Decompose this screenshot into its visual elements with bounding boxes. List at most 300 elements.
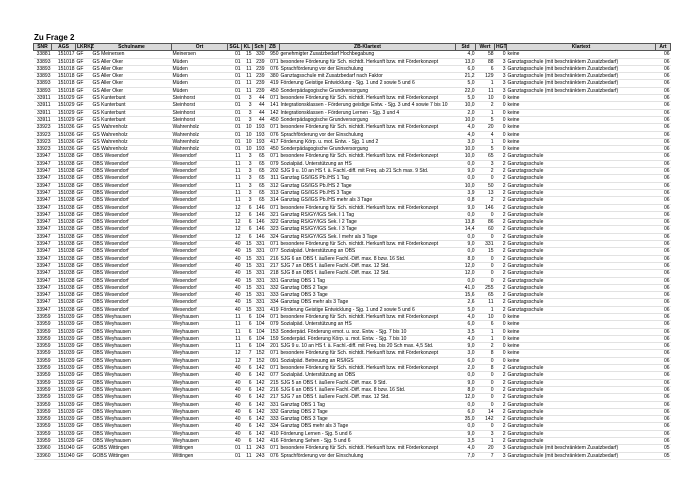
cell-schulname: OBS Wesendorf — [92, 168, 172, 175]
cell-art: 06 — [656, 87, 671, 94]
column-header-snr: SNR — [34, 44, 52, 51]
cell-sgl: 12 — [228, 211, 242, 218]
cell-kl: 6 — [242, 372, 253, 379]
cell-std: 5,0 — [456, 80, 476, 87]
cell-schulname: GS Aller Oker — [92, 65, 172, 72]
cell-std: 0,0 — [456, 277, 476, 284]
table-row — [34, 211, 671, 218]
cell-zb-klartext: Ganztag OBS mehr als 3 Tage — [280, 423, 456, 430]
cell-zb: 076 — [266, 65, 280, 72]
cell-std: 0,8 — [456, 197, 476, 204]
cell-zb-klartext: Förderung Körp. u. mot. Entw. - Sjg. 1 und 2 — [280, 138, 456, 145]
cell-sgl: 11 — [228, 168, 242, 175]
cell-std: 3,0 — [456, 138, 476, 145]
cell-sgl: 40 — [228, 438, 242, 445]
cell-wert: 7 — [476, 452, 495, 459]
cell-snr: 33959 — [34, 335, 52, 342]
cell-ort: Wesendorf — [172, 175, 228, 182]
cell-hgt: 2 — [495, 160, 507, 167]
cell-sch: 239 — [253, 65, 266, 72]
cell-sgl: 40 — [228, 423, 242, 430]
cell-ags: 151029 — [52, 102, 76, 109]
cell-wert: 1 — [476, 335, 495, 342]
cell-hgt: 2 — [495, 401, 507, 408]
cell-klartext: Ganztagsschule — [507, 423, 656, 430]
cell-klartext: keine — [507, 357, 656, 364]
cell-kl: 3 — [242, 109, 253, 116]
cell-sgl: 40 — [228, 394, 242, 401]
cell-zb-klartext: besondere Förderung für Sch. nichtdt. Herkunft bzw. mit Förderkonzept — [280, 241, 456, 248]
cell-snr: 33893 — [34, 65, 52, 72]
cell-sch: 239 — [253, 58, 266, 65]
cell-hgt: 0 — [495, 335, 507, 342]
cell-hgt: 0 — [495, 350, 507, 357]
cell-lkrkz: GF — [76, 284, 92, 291]
cell-ags: 151039 — [52, 394, 76, 401]
cell-schulname: OBS Wesendorf — [92, 197, 172, 204]
cell-snr: 33947 — [34, 182, 52, 189]
cell-kl: 6 — [242, 416, 253, 423]
cell-wert: 0 — [476, 379, 495, 386]
cell-art: 06 — [656, 204, 671, 211]
cell-lkrkz: GF — [76, 321, 92, 328]
cell-std: 2,0 — [456, 365, 476, 372]
cell-schulname: OBS Weyhausen — [92, 386, 172, 393]
cell-kl: 3 — [242, 182, 253, 189]
table-row — [34, 372, 671, 379]
cell-snr: 33947 — [34, 160, 52, 167]
cell-ags: 151039 — [52, 408, 76, 415]
cell-wert: 10 — [476, 313, 495, 320]
cell-std: 7,0 — [456, 452, 476, 459]
cell-ags: 151039 — [52, 438, 76, 445]
cell-lkrkz: GF — [76, 80, 92, 87]
cell-hgt: 3 — [495, 445, 507, 452]
cell-ags: 151039 — [52, 328, 76, 335]
cell-std: 10,0 — [456, 182, 476, 189]
cell-ags: 151038 — [52, 248, 76, 255]
cell-zb: 141 — [266, 102, 280, 109]
cell-schulname: OBS Weyhausen — [92, 343, 172, 350]
cell-art: 06 — [656, 102, 671, 109]
cell-schulname: OBS Wesendorf — [92, 204, 172, 211]
cell-ort: Wesendorf — [172, 299, 228, 306]
cell-klartext: keine — [507, 95, 656, 102]
cell-wert: 5 — [476, 116, 495, 123]
cell-klartext: Ganztagsschule — [507, 365, 656, 372]
cell-ort: Weyhausen — [172, 394, 228, 401]
cell-std: 6,0 — [456, 408, 476, 415]
cell-art: 06 — [656, 357, 671, 364]
cell-lkrkz: GF — [76, 153, 92, 160]
cell-sgl: 01 — [228, 146, 242, 153]
cell-lkrkz: GF — [76, 401, 92, 408]
cell-sgl: 40 — [228, 430, 242, 437]
column-header-ags: AGS — [52, 44, 76, 51]
cell-hgt: 0 — [495, 109, 507, 116]
cell-schulname: GS Meinersen — [92, 51, 172, 58]
cell-klartext: Ganztagsschule (mit beschränktem Zusatzbedarf) — [507, 445, 656, 452]
cell-sch: 239 — [253, 73, 266, 80]
cell-klartext: Ganztagsschule — [507, 386, 656, 393]
cell-wert: 15 — [476, 248, 495, 255]
cell-wert: 1 — [476, 138, 495, 145]
cell-art: 06 — [656, 292, 671, 299]
cell-klartext: Ganztagsschule — [507, 189, 656, 196]
cell-zb: 071 — [266, 241, 280, 248]
cell-zb-klartext: Förderung Lernen - Sjg. 5 und 6 — [280, 430, 456, 437]
cell-ort: Weyhausen — [172, 328, 228, 335]
cell-ags: 151039 — [52, 365, 76, 372]
cell-art: 06 — [656, 423, 671, 430]
cell-hgt: 3 — [495, 80, 507, 87]
cell-kl: 6 — [242, 365, 253, 372]
cell-zb-klartext: Integrationsklassen - Förderung Lernen - Sjg. 3 und 4 — [280, 109, 456, 116]
cell-std: 0,0 — [456, 248, 476, 255]
cell-schulname: OBS Wesendorf — [92, 270, 172, 277]
cell-ags: 151038 — [52, 299, 76, 306]
cell-hgt: 2 — [495, 379, 507, 386]
cell-sgl: 40 — [228, 401, 242, 408]
column-header-schulname: Schulname — [92, 44, 172, 51]
cell-snr: 33959 — [34, 379, 52, 386]
cell-schulname: OBS Weyhausen — [92, 416, 172, 423]
cell-lkrkz: GF — [76, 95, 92, 102]
table-row — [34, 350, 671, 357]
cell-zb: 416 — [266, 438, 280, 445]
cell-ort: Wesendorf — [172, 160, 228, 167]
cell-schulname: GOBS Wittingen — [92, 452, 172, 459]
cell-zb: 314 — [266, 197, 280, 204]
cell-ort: Weyhausen — [172, 430, 228, 437]
cell-zb: 313 — [266, 189, 280, 196]
cell-ort: Wittingen — [172, 452, 228, 459]
cell-lkrkz: GF — [76, 270, 92, 277]
cell-schulname: OBS Wesendorf — [92, 219, 172, 226]
cell-lkrkz: GF — [76, 168, 92, 175]
cell-klartext: Ganztagsschule — [507, 204, 656, 211]
cell-wert: 3 — [476, 430, 495, 437]
cell-ags: 151038 — [52, 306, 76, 313]
cell-hgt: 2 — [495, 248, 507, 255]
cell-std: 5,0 — [456, 306, 476, 313]
cell-lkrkz: GF — [76, 335, 92, 342]
table-row — [34, 65, 671, 72]
cell-wert: 6 — [476, 321, 495, 328]
cell-wert: 0 — [476, 357, 495, 364]
cell-wert: 6 — [476, 65, 495, 72]
cell-wert: 0 — [476, 233, 495, 240]
cell-wert: 20 — [476, 124, 495, 131]
cell-art: 06 — [656, 262, 671, 269]
table-row — [34, 116, 671, 123]
cell-snr: 33893 — [34, 73, 52, 80]
cell-lkrkz: GF — [76, 430, 92, 437]
cell-klartext: Ganztagsschule — [507, 197, 656, 204]
cell-kl: 15 — [242, 51, 253, 58]
cell-hgt: 0 — [495, 343, 507, 350]
cell-zb-klartext: Förderung Sehen - Sjg. 5 und 6 — [280, 438, 456, 445]
cell-art: 06 — [656, 270, 671, 277]
cell-kl: 15 — [242, 248, 253, 255]
cell-zb-klartext: Sozialpäd. Unterstützung an HS — [280, 160, 456, 167]
cell-snr: 33947 — [34, 189, 52, 196]
cell-wert: 255 — [476, 284, 495, 291]
cell-zb-klartext: besondere Förderung für Sch. nichtdt. Herkunft bzw. mit Förderkonzept — [280, 124, 456, 131]
cell-std: 2,6 — [456, 299, 476, 306]
cell-sgl: 11 — [228, 313, 242, 320]
cell-snr: 33959 — [34, 328, 52, 335]
cell-sch: 193 — [253, 146, 266, 153]
cell-std: 3,0 — [456, 350, 476, 357]
cell-sch: 104 — [253, 328, 266, 335]
cell-sch: 146 — [253, 233, 266, 240]
cell-ags: 151017 — [52, 51, 76, 58]
cell-kl: 3 — [242, 102, 253, 109]
cell-zb-klartext: besondere Förderung für Sch. nichtdt. Herkunft bzw. mit Förderkonzept — [280, 153, 456, 160]
cell-snr: 33947 — [34, 270, 52, 277]
cell-std: 13,8 — [456, 219, 476, 226]
cell-snr: 33911 — [34, 102, 52, 109]
column-header-zb: ZB — [266, 44, 280, 51]
table-row — [34, 87, 671, 94]
cell-lkrkz: GF — [76, 51, 92, 58]
cell-hgt: 2 — [495, 394, 507, 401]
cell-std: 0,0 — [456, 175, 476, 182]
cell-ort: Weyhausen — [172, 365, 228, 372]
cell-ort: Weyhausen — [172, 335, 228, 342]
cell-zb-klartext: Sonderpädagogische Grundversorgung — [280, 146, 456, 153]
cell-art: 06 — [656, 248, 671, 255]
cell-sch: 104 — [253, 335, 266, 342]
cell-kl: 6 — [242, 379, 253, 386]
cell-hgt: 2 — [495, 182, 507, 189]
cell-lkrkz: GF — [76, 299, 92, 306]
cell-kl: 6 — [242, 343, 253, 350]
cell-kl: 11 — [242, 58, 253, 65]
cell-snr: 33959 — [34, 350, 52, 357]
cell-sgl: 40 — [228, 416, 242, 423]
cell-art: 06 — [656, 299, 671, 306]
cell-schulname: OBS Wesendorf — [92, 211, 172, 218]
cell-schulname: OBS Weyhausen — [92, 394, 172, 401]
cell-zb-klartext: Ganztag GS/IGS Pb./HS 2 Tage — [280, 182, 456, 189]
cell-hgt: 0 — [495, 116, 507, 123]
cell-std: 10,0 — [456, 146, 476, 153]
cell-art: 06 — [656, 365, 671, 372]
cell-zb: 216 — [266, 386, 280, 393]
cell-zb: 950 — [266, 51, 280, 58]
cell-schulname: OBS Weyhausen — [92, 357, 172, 364]
cell-std: 14,4 — [456, 226, 476, 233]
table-row — [34, 321, 671, 328]
cell-art: 06 — [656, 124, 671, 131]
cell-sch: 331 — [253, 255, 266, 262]
cell-sgl: 40 — [228, 408, 242, 415]
cell-lkrkz: GF — [76, 452, 92, 459]
cell-kl: 15 — [242, 284, 253, 291]
cell-std: 0,0 — [456, 372, 476, 379]
cell-ags: 151039 — [52, 350, 76, 357]
cell-zb: 071 — [266, 58, 280, 65]
cell-kl: 6 — [242, 226, 253, 233]
cell-lkrkz: GF — [76, 445, 92, 452]
cell-zb-klartext: Sprachförderung vor der Einschulung — [280, 131, 456, 138]
cell-snr: 33959 — [34, 365, 52, 372]
cell-hgt: 2 — [495, 299, 507, 306]
cell-sch: 193 — [253, 124, 266, 131]
cell-ort: Steinhorst — [172, 95, 228, 102]
cell-kl: 3 — [242, 168, 253, 175]
cell-sgl: 01 — [228, 138, 242, 145]
cell-ags: 151038 — [52, 292, 76, 299]
cell-zb: 332 — [266, 408, 280, 415]
cell-snr: 33947 — [34, 306, 52, 313]
table-row — [34, 423, 671, 430]
cell-sch: 142 — [253, 372, 266, 379]
cell-lkrkz: GF — [76, 116, 92, 123]
cell-zb-klartext: Ganztag OBS 1 Tag — [280, 401, 456, 408]
cell-wert: 4 — [476, 131, 495, 138]
cell-zb: 450 — [266, 146, 280, 153]
cell-art: 06 — [656, 386, 671, 393]
cell-klartext: keine — [507, 313, 656, 320]
cell-art: 06 — [656, 313, 671, 320]
cell-art: 06 — [656, 116, 671, 123]
cell-snr: 33959 — [34, 386, 52, 393]
cell-std: 6,0 — [456, 65, 476, 72]
cell-snr: 33947 — [34, 226, 52, 233]
cell-std: 4,0 — [456, 131, 476, 138]
cell-schulname: OBS Wesendorf — [92, 233, 172, 240]
cell-snr: 33947 — [34, 197, 52, 204]
cell-zb: 312 — [266, 182, 280, 189]
cell-ags: 151038 — [52, 211, 76, 218]
column-header-art: Art — [656, 44, 671, 51]
data-table — [33, 43, 671, 460]
cell-ags: 151038 — [52, 189, 76, 196]
cell-std: 3,5 — [456, 438, 476, 445]
cell-art: 06 — [656, 146, 671, 153]
cell-sch: 44 — [253, 109, 266, 116]
table-row — [34, 445, 671, 452]
cell-snr: 33959 — [34, 394, 52, 401]
cell-art: 06 — [656, 306, 671, 313]
table-row — [34, 153, 671, 160]
cell-std: 3,9 — [456, 189, 476, 196]
cell-sch: 331 — [253, 292, 266, 299]
cell-snr: 33959 — [34, 357, 52, 364]
cell-schulname: OBS Weyhausen — [92, 313, 172, 320]
cell-sch: 104 — [253, 321, 266, 328]
cell-ort: Müden — [172, 65, 228, 72]
cell-klartext: Ganztagsschule — [507, 175, 656, 182]
table-row — [34, 357, 671, 364]
cell-klartext: keine — [507, 116, 656, 123]
cell-wert: 142 — [476, 416, 495, 423]
cell-zb-klartext: SJG 6 an OBS f. äußere Fachl.-Diff. max. 8 bzw. 16 Std. — [280, 255, 456, 262]
cell-art: 06 — [656, 284, 671, 291]
cell-schulname: OBS Wesendorf — [92, 306, 172, 313]
cell-klartext: keine — [507, 124, 656, 131]
cell-sgl: 40 — [228, 386, 242, 393]
cell-schulname: GOBS Wittingen — [92, 445, 172, 452]
cell-ags: 151038 — [52, 270, 76, 277]
cell-schulname: OBS Weyhausen — [92, 372, 172, 379]
cell-zb-klartext: Förderung Geistige Entwicklung - Sjg. 1 und 2 sowie 5 und 6 — [280, 80, 456, 87]
cell-lkrkz: GF — [76, 124, 92, 131]
cell-hgt: 2 — [495, 372, 507, 379]
cell-art: 06 — [656, 226, 671, 233]
cell-snr: 33959 — [34, 408, 52, 415]
cell-wert: 8 — [476, 365, 495, 372]
cell-hgt: 2 — [495, 284, 507, 291]
cell-snr: 33911 — [34, 116, 52, 123]
cell-art: 06 — [656, 241, 671, 248]
cell-snr: 33893 — [34, 80, 52, 87]
cell-sgl: 11 — [228, 153, 242, 160]
cell-std: 0,0 — [456, 401, 476, 408]
cell-art: 05 — [656, 445, 671, 452]
cell-art: 06 — [656, 153, 671, 160]
cell-std: 4,0 — [456, 51, 476, 58]
table-row — [34, 335, 671, 342]
cell-wert: 1 — [476, 109, 495, 116]
cell-hgt: 0 — [495, 321, 507, 328]
cell-snr: 33947 — [34, 255, 52, 262]
cell-snr: 33947 — [34, 262, 52, 269]
cell-zb-klartext: SJG 9 u. 10 an HS f. ä. Fachl.-diff. mit Freq. ab 21 Sch max. 9 Std. — [280, 168, 456, 175]
cell-ort: Wesendorf — [172, 233, 228, 240]
cell-ags: 151039 — [52, 372, 76, 379]
cell-lkrkz: GF — [76, 248, 92, 255]
cell-zb: 324 — [266, 233, 280, 240]
cell-klartext: Ganztagsschule (mit beschränktem Zusatzbedarf) — [507, 58, 656, 65]
cell-ort: Müden — [172, 58, 228, 65]
cell-kl: 15 — [242, 262, 253, 269]
cell-sgl: 40 — [228, 262, 242, 269]
cell-std: 4,0 — [456, 124, 476, 131]
cell-zb: 322 — [266, 219, 280, 226]
cell-lkrkz: GF — [76, 109, 92, 116]
cell-sch: 331 — [253, 277, 266, 284]
cell-zb: 071 — [266, 350, 280, 357]
cell-schulname: OBS Wesendorf — [92, 189, 172, 196]
cell-lkrkz: GF — [76, 197, 92, 204]
cell-sgl: 01 — [228, 102, 242, 109]
cell-sch: 65 — [253, 182, 266, 189]
cell-sgl: 12 — [228, 226, 242, 233]
cell-kl: 11 — [242, 87, 253, 94]
cell-ags: 151038 — [52, 255, 76, 262]
cell-zb-klartext: Ganztag OBS 3 Tage — [280, 416, 456, 423]
table-row — [34, 262, 671, 269]
cell-ort: Müden — [172, 80, 228, 87]
cell-sgl: 01 — [228, 73, 242, 80]
cell-zb: 071 — [266, 95, 280, 102]
cell-art: 06 — [656, 372, 671, 379]
cell-art: 06 — [656, 189, 671, 196]
cell-lkrkz: GF — [76, 357, 92, 364]
cell-kl: 3 — [242, 160, 253, 167]
cell-wert: 60 — [476, 226, 495, 233]
cell-zb: 202 — [266, 168, 280, 175]
cell-lkrkz: GF — [76, 189, 92, 196]
cell-std: 0,0 — [456, 233, 476, 240]
cell-ort: Steinhorst — [172, 116, 228, 123]
cell-art: 06 — [656, 182, 671, 189]
cell-wert: 146 — [476, 204, 495, 211]
